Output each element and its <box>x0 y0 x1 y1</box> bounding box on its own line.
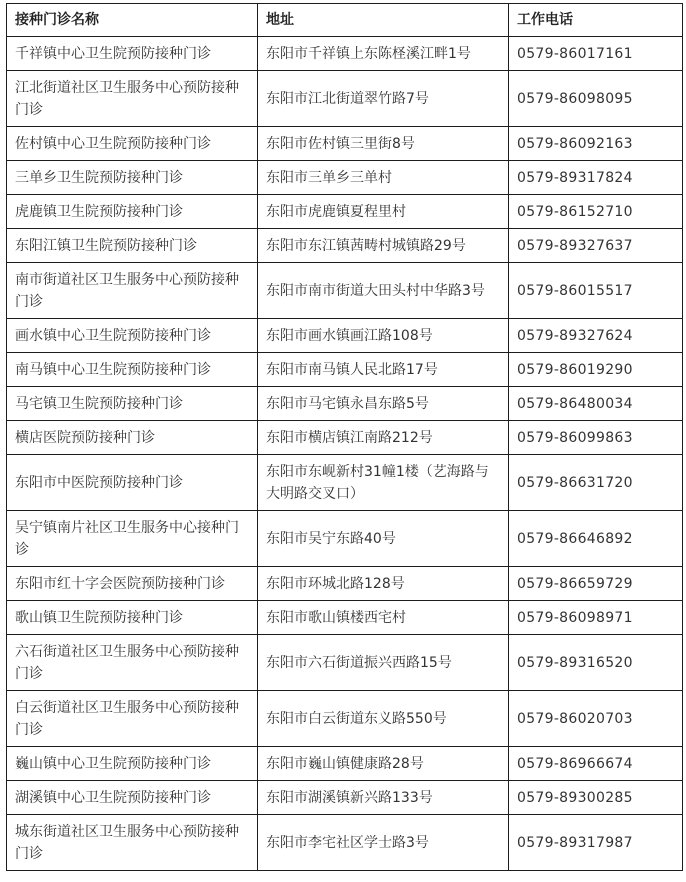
phone-cell: 0579-86092163 <box>509 127 683 161</box>
address-cell: 东阳市南市街道大田头村中华路3号 <box>258 263 509 319</box>
phone-cell: 0579-89317824 <box>509 161 683 195</box>
vaccination-clinic-table <box>6 3 683 871</box>
clinic-name-cell: 东阳市中医院预防接种门诊 <box>7 455 258 511</box>
clinic-name-cell: 东阳江镇卫生院预防接种门诊 <box>7 229 258 263</box>
phone-cell: 0579-86098971 <box>509 601 683 635</box>
address-cell: 东阳市东岘新村31幢1楼（艺海路与大明路交叉口） <box>258 455 509 511</box>
phone-cell: 0579-86480034 <box>509 387 683 421</box>
table-row <box>7 601 683 635</box>
table-row <box>7 37 683 71</box>
header-clinic-name: 接种门诊名称 <box>7 4 258 37</box>
address-cell: 东阳市巍山镇健康路28号 <box>258 747 509 781</box>
address-cell: 东阳市画水镇画江路108号 <box>258 319 509 353</box>
table-header-row <box>7 4 683 37</box>
phone-cell: 0579-86646892 <box>509 511 683 567</box>
address-cell: 东阳市南马镇人民北路17号 <box>258 353 509 387</box>
phone-cell: 0579-86099863 <box>509 421 683 455</box>
clinic-name-cell: 虎鹿镇卫生院预防接种门诊 <box>7 195 258 229</box>
phone-cell: 0579-86017161 <box>509 37 683 71</box>
table-row <box>7 195 683 229</box>
address-cell: 东阳市环城北路128号 <box>258 567 509 601</box>
table-row <box>7 319 683 353</box>
table-row <box>7 421 683 455</box>
phone-cell: 0579-86020703 <box>509 691 683 747</box>
table-row <box>7 161 683 195</box>
clinic-name-cell: 吴宁镇南片社区卫生服务中心接种门诊 <box>7 511 258 567</box>
table-row <box>7 635 683 691</box>
clinic-name-cell: 歌山镇卫生院预防接种门诊 <box>7 601 258 635</box>
clinic-name-cell: 南市街道社区卫生服务中心预防接种门诊 <box>7 263 258 319</box>
header-phone: 工作电话 <box>509 4 683 37</box>
clinic-name-cell: 湖溪镇中心卫生院预防接种门诊 <box>7 781 258 815</box>
phone-cell: 0579-89317987 <box>509 815 683 871</box>
address-cell: 东阳市江北街道翠竹路7号 <box>258 71 509 127</box>
phone-cell: 0579-89327624 <box>509 319 683 353</box>
clinic-name-cell: 巍山镇中心卫生院预防接种门诊 <box>7 747 258 781</box>
address-cell: 东阳市东江镇茜畴村城镇路29号 <box>258 229 509 263</box>
address-cell: 东阳市佐村镇三里街8号 <box>258 127 509 161</box>
address-cell: 东阳市湖溪镇新兴路133号 <box>258 781 509 815</box>
table-row <box>7 815 683 871</box>
clinic-name-cell: 千祥镇中心卫生院预防接种门诊 <box>7 37 258 71</box>
table-row <box>7 691 683 747</box>
address-cell: 东阳市马宅镇永昌东路5号 <box>258 387 509 421</box>
phone-cell: 0579-86019290 <box>509 353 683 387</box>
address-cell: 东阳市虎鹿镇夏程里村 <box>258 195 509 229</box>
table-row <box>7 353 683 387</box>
table-row <box>7 387 683 421</box>
phone-cell: 0579-86966674 <box>509 747 683 781</box>
header-address: 地址 <box>258 4 509 37</box>
address-cell: 东阳市六石街道振兴西路15号 <box>258 635 509 691</box>
address-cell: 东阳市李宅社区学士路3号 <box>258 815 509 871</box>
table-row <box>7 511 683 567</box>
phone-cell: 0579-86659729 <box>509 567 683 601</box>
clinic-name-cell: 马宅镇卫生院预防接种门诊 <box>7 387 258 421</box>
address-cell: 东阳市歌山镇楼西宅村 <box>258 601 509 635</box>
phone-cell: 0579-86098095 <box>509 71 683 127</box>
address-cell: 东阳市横店镇江南路212号 <box>258 421 509 455</box>
phone-cell: 0579-86152710 <box>509 195 683 229</box>
clinic-name-cell: 东阳市红十字会医院预防接种门诊 <box>7 567 258 601</box>
phone-cell: 0579-86631720 <box>509 455 683 511</box>
clinic-name-cell: 南马镇中心卫生院预防接种门诊 <box>7 353 258 387</box>
phone-cell: 0579-89300285 <box>509 781 683 815</box>
address-cell: 东阳市三单乡三单村 <box>258 161 509 195</box>
address-cell: 东阳市千祥镇上东陈柽溪江畔1号 <box>258 37 509 71</box>
address-cell: 东阳市吴宁东路40号 <box>258 511 509 567</box>
phone-cell: 0579-86015517 <box>509 263 683 319</box>
clinic-name-cell: 六石街道社区卫生服务中心预防接种门诊 <box>7 635 258 691</box>
table-row <box>7 781 683 815</box>
clinic-name-cell: 佐村镇中心卫生院预防接种门诊 <box>7 127 258 161</box>
phone-cell: 0579-89316520 <box>509 635 683 691</box>
clinic-name-cell: 城东街道社区卫生服务中心预防接种门诊 <box>7 815 258 871</box>
table-row <box>7 263 683 319</box>
clinic-name-cell: 白云街道社区卫生服务中心预防接种门诊 <box>7 691 258 747</box>
table-row <box>7 567 683 601</box>
clinic-name-cell: 江北街道社区卫生服务中心预防接种门诊 <box>7 71 258 127</box>
table-row <box>7 747 683 781</box>
clinic-name-cell: 横店医院预防接种门诊 <box>7 421 258 455</box>
table-row <box>7 127 683 161</box>
address-cell: 东阳市白云街道东义路550号 <box>258 691 509 747</box>
table-row <box>7 71 683 127</box>
clinic-name-cell: 画水镇中心卫生院预防接种门诊 <box>7 319 258 353</box>
table-row <box>7 455 683 511</box>
clinic-name-cell: 三单乡卫生院预防接种门诊 <box>7 161 258 195</box>
phone-cell: 0579-89327637 <box>509 229 683 263</box>
table-row <box>7 229 683 263</box>
